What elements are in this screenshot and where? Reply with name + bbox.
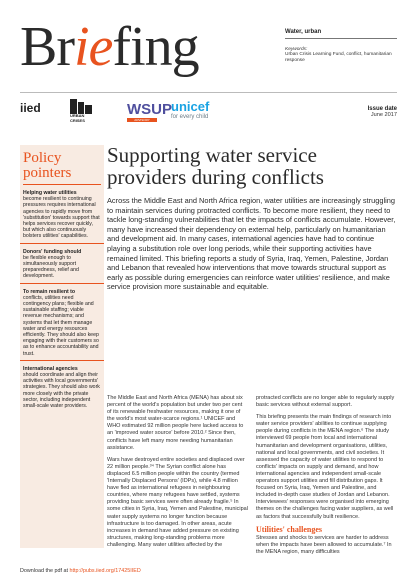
wsup-logo: WSUP [127, 101, 172, 118]
unicef-logo: unicef for every child [171, 99, 210, 120]
body-paragraph: protracted conflicts are no longer able to regularly supply basic services without external support. [256, 395, 395, 409]
keywords-value: Urban Crisis Learning Fund, conflict, humanitarian response [285, 52, 392, 63]
body-paragraph: Stresses and shocks to services are harder to address when the impacts have been allowed to accumulate.⁷ In the MENA region, many difficulties [256, 534, 392, 555]
urban-crises-icon [70, 99, 92, 114]
wsup-advisory-tag: ADVISORY [127, 118, 157, 122]
briefing-header [0, 0, 413, 107]
body-paragraph: This briefing presents the main findings of research into water service providers' abilities to continue supplying people during conflicts in the MENA region.⁶ The study interviewed 69 people from local and international humanitarian and development organisations, utilities, national and local governments, and civil societies. It assessed the capacity of water utilities to respond to conflicts' impacts on supply and demand, and how international agencies and independent small-scale operators support utilities and fill distribution gaps. It focused on Syria, Iraq, Yemen and Palestine, and included in-depth case studies of Jordan and Lebanon. Interviewees' responses were organised into emerging themes on the challenges facing water suppliers, as well as factors that successfully built resilience. [256, 414, 394, 520]
download-footer [20, 568, 141, 574]
sidebar-title: Policy pointers [23, 150, 72, 181]
topic-box [285, 29, 397, 64]
keywords-label: Keywords: [285, 47, 308, 52]
download-label: Download the pdf at [20, 568, 68, 574]
body-paragraph: Wars have destroyed entire societies and displaced over 22 million people.³⁴ The Syrian conflict alone has displaced 6.5 million people within the country (termed 'Internally Displaced Persons' (IDPs), while 4.8 million have fled as international refugees in neighbouring countries, where many refugees have settled, systems providing basic services were often already fragile.⁵ In some cities in Syria, Iraq, Yemen and Palestine, municipal water supply systems no longer function because infrastructure is too damaged. In other areas, acute increases in demand have added pressure on existing structures, making long-standing problems more challenging. Many water utilities affected by the [107, 456, 248, 548]
policy-pointers-sidebar [20, 145, 104, 548]
body-columns [107, 395, 397, 555]
body-column-left [107, 395, 248, 555]
main-content [107, 145, 397, 292]
policy-pointer: Donors' funding should be flexible enough to simultaneously support preparedness, relief and development. [20, 244, 104, 284]
policy-pointer: To remain resilient to conflicts, utilities need contingency plans; flexible and sustainable staffing; viable revenue mechanisms; and systems that let them manage water and energy resources efficiently. They should also keep engaging with their customers so as to enhance accountability and trust. [20, 284, 104, 361]
policy-pointer: International agencies should coordinate and align their activities with local governments' strategies. They should also work more closely with the private sector, including independent small-scale water providers. [23, 365, 100, 410]
topic-label: Water, urban [285, 29, 397, 39]
section-heading: Utilities' challenges [256, 524, 322, 534]
page-title: Supporting water service providers during conflicts [107, 143, 324, 189]
iied-logo: iied [20, 101, 41, 115]
issue-date-block: Issue date June 2017 [367, 106, 397, 118]
urban-crises-logo: URBAN CRISES [70, 99, 92, 124]
body-column-right [256, 395, 397, 555]
download-link[interactable]: http://pubs.iied.org/17425IIED [69, 568, 141, 574]
body-paragraph: The Middle East and North Africa (MENA) has about six percent of the world's population but under two per cent of its renewable freshwater resources, making it one of the world's most water-scarce regions.¹ UNICEF and WHO estimated 92 million people here lacked access to an 'improved water source' before 2010.² Since then, conflicts have left many more needing humanitarian assistance. [107, 395, 244, 451]
lead-paragraph: Across the Middle East and North Africa region, water utilities are increasingly struggling to maintain services during protracted conflicts. To become more resilient, they need to tackle long-standing vulnerabilities that let the impacts of conflicts accumulate. However, many have increased their dependency on external help, particularly on humanitarian and development aid. In many cases, international agencies have had to continue playing a substitution role over long periods, while their supporting activities have remained limited. This briefing reports a study of Syria, Iraq, Yemen, Palestine, Jordan and Lebanon that revealed how interventions that move towards structural support as early as possible during emergencies can reinforce water utilities' resilience, and make service provision more sustainable and equitable. [107, 196, 396, 292]
policy-pointer: Helping water utilities become resilient to continuing pressures requires international agencies to rapidly move from 'substitution' towards support that helps services recover quickly, but which also continuously bolsters utilities' capabilities. [20, 185, 104, 244]
briefing-logo: Briefing [20, 16, 199, 78]
